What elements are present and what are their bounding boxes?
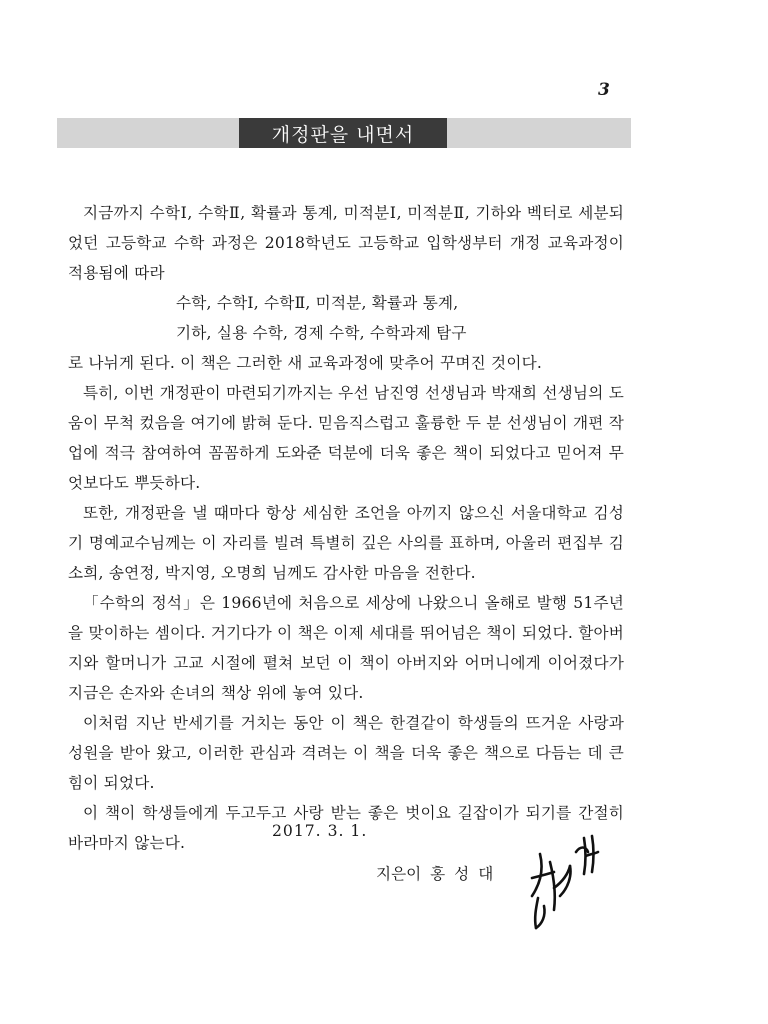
paragraph-intro-continued: 로 나뉘게 된다. 이 책은 그러한 새 교육과정에 맞추어 꾸며진 것이다.: [68, 354, 542, 372]
paragraph-half-century: 이처럼 지난 반세기를 거치는 동안 이 책은 한결같이 학생들의 뜨거운 사랑과 성원을 받아 왔고, 이러한 관심과 격려는 이 책을 더욱 좋은 책으로 다듬는 데 큰 힘이 되었다.: [68, 714, 624, 792]
page-number: 3: [598, 80, 610, 100]
paragraph-history: 「수학의 정석」은 1966년에 처음으로 세상에 나왔으니 올해로 발행 51주년을 맞이하는 셈이다. 거기다가 이 책은 이제 세대를 뛰어넘은 책이 되었다. 할아버지와 할머니가 고교 시절에 펼쳐 보던 이 책이 아버지와 어머니에게 이어졌다가 지금은 손자와 손녀의 책상 위에 놓여 있다.: [68, 594, 624, 702]
page-title: 개정판을 내면서: [239, 118, 447, 148]
course-list-line-2: 기하, 실용 수학, 경제 수학, 수학과제 탐구: [176, 324, 467, 342]
handwritten-signature: [510, 832, 630, 942]
author-line: 지은이 홍 성 대: [376, 865, 494, 883]
course-list-line-1: 수학, 수학Ⅰ, 수학Ⅱ, 미적분, 확률과 통계,: [176, 294, 459, 312]
preface-body: [68, 198, 624, 858]
paragraph-intro: 지금까지 수학Ⅰ, 수학Ⅱ, 확률과 통계, 미적분Ⅰ, 미적분Ⅱ, 기하와 벡터로 세분되었던 고등학교 수학 과정은 2018학년도 고등학교 입학생부터 개정 교육과정이 적용됨에 따라: [68, 204, 624, 282]
paragraph-closing: 이 책이 학생들에게 두고두고 사랑 받는 좋은 벗이요 길잡이가 되기를 간절히 바라마지 않는다.: [68, 804, 624, 852]
paragraph-thanks-professor: 또한, 개정판을 낼 때마다 항상 세심한 조언을 아끼지 않으신 서울대학교 김성기 명예교수님께는 이 자리를 빌려 특별히 깊은 사의를 표하며, 아울러 편집부 김소희, 송연정, 박지영, 오명희 님께도 감사한 마음을 전한다.: [68, 504, 624, 582]
preface-date: 2017. 3. 1.: [272, 822, 368, 840]
paragraph-thanks-teachers: 특히, 이번 개정판이 마련되기까지는 우선 남진영 선생님과 박재희 선생님의 도움이 무척 컸음을 여기에 밝혀 둔다. 믿음직스럽고 훌륭한 두 분 선생님이 개편 작업에 적극 참여하여 꼼꼼하게 도와준 덕분에 더욱 좋은 책이 되었다고 믿어져 무엇보다도 뿌듯하다.: [68, 384, 624, 492]
